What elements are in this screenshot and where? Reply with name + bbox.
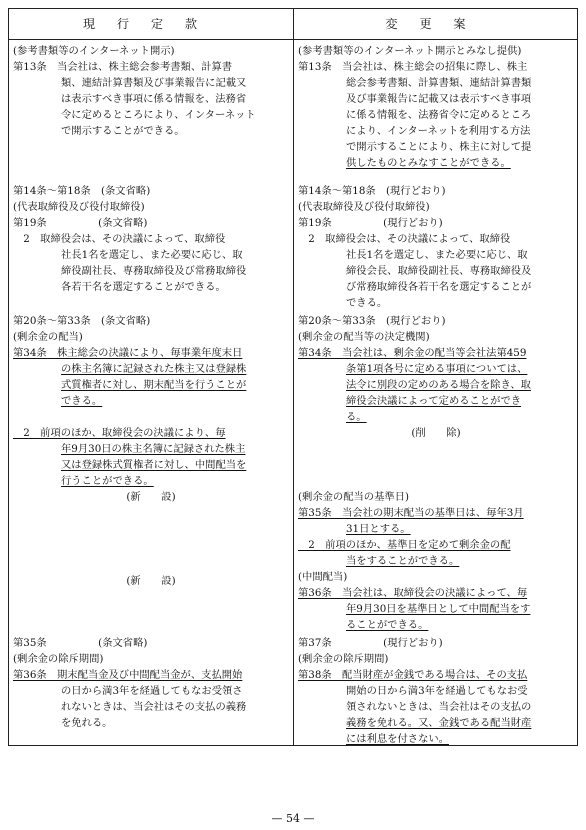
left-text-line	[13, 107, 289, 124]
left-text: の株主名簿に記録された株主又は登録株	[61, 363, 247, 375]
right-text-line	[298, 91, 574, 108]
right-text: 領されないときは、当会社はその支払の	[346, 701, 532, 713]
comparison-table	[8, 8, 578, 746]
left-text-line	[13, 215, 289, 232]
right-text: る。	[346, 411, 367, 423]
left-text-line	[13, 651, 289, 668]
right-text-line	[298, 59, 574, 76]
right-text: により、インターネットを利用する方法	[346, 125, 531, 137]
left-text: 2 取締役会は、その決議によって、取締役	[13, 233, 226, 245]
right-text-line	[298, 635, 574, 652]
right-text: 供したものとみなすことができる。	[346, 157, 511, 169]
left-text: で開示することができる。	[61, 125, 185, 137]
right-text-line	[298, 329, 574, 346]
left-text-line	[13, 667, 289, 684]
right-text-line	[298, 569, 574, 586]
right-text-line	[298, 43, 574, 60]
left-text-line	[13, 573, 289, 590]
right-text: 第35条 当会社の期末配当の基準日は、毎年3月	[298, 507, 524, 519]
right-text: 第13条 当会社は、株主総会の招集に際し、株主	[298, 61, 528, 73]
right-text-line	[298, 295, 574, 312]
right-text-line	[298, 699, 574, 716]
left-text-line	[13, 715, 289, 732]
right-text: できる。	[346, 297, 388, 309]
right-text: 第14条〜第18条 (現行どおり)	[298, 185, 446, 197]
left-text: を免れる。	[61, 717, 113, 729]
header-current-articles: 現行定款	[82, 17, 219, 31]
left-text: 第14条〜第18条 (条文省略)	[13, 185, 151, 197]
left-text-line	[13, 279, 289, 296]
right-text-line	[298, 263, 574, 280]
right-text: 2 取締役会は、その決議によって、取締役	[298, 233, 511, 245]
right-text-line	[298, 505, 574, 522]
left-text-line	[13, 361, 289, 378]
right-text-line	[298, 585, 574, 602]
right-text: 第19条 (現行どおり)	[298, 217, 443, 229]
right-text: (中間配当)	[298, 571, 348, 583]
right-text: (剰余金の配当の基準日)	[298, 491, 410, 503]
left-text-line	[13, 123, 289, 140]
right-text: 開始の日から満3年を経過してもなお受	[346, 685, 528, 697]
right-text: 年9月30日を基準日として中間配当をす	[346, 603, 531, 615]
right-text-line	[298, 393, 574, 410]
right-text-line	[298, 667, 574, 684]
left-text: (剰余金の除斥期間)	[13, 653, 104, 665]
left-text-line	[13, 329, 289, 346]
left-text: 各若干名を選定することができる。	[61, 281, 226, 293]
left-text-line	[13, 425, 289, 442]
right-text: 社長1名を選定し、また必要に応じ、取	[346, 249, 528, 261]
left-text-line	[13, 457, 289, 474]
right-text: 及び事業報告に記載又は表示すべき事項	[346, 93, 532, 105]
left-text: の日から満3年を経過してもなお受領さ	[61, 685, 243, 697]
right-text-line	[298, 75, 574, 92]
right-text-line	[298, 139, 574, 156]
right-text: び常務取締役各若干名を選定することが	[346, 281, 532, 293]
left-text: 年9月30日の株主名簿に記録された株主	[61, 443, 246, 455]
left-text-line	[13, 699, 289, 716]
right-text-line	[298, 683, 574, 700]
right-text-line	[298, 553, 574, 570]
right-text-line	[298, 715, 574, 732]
right-text-line	[298, 279, 574, 296]
right-text: 第38条 配当財産が金銭である場合は、その支払	[298, 669, 528, 681]
right-text: (剰余金の除斥期間)	[298, 653, 389, 665]
right-text-line	[298, 377, 574, 394]
right-text-line	[298, 231, 574, 248]
right-text: 法令に別段の定めのある場合を除き、取	[346, 379, 531, 391]
left-text: 第20条〜第33条 (条文省略)	[13, 315, 151, 327]
left-text-line	[13, 683, 289, 700]
right-text-line	[298, 601, 574, 618]
right-text-line	[298, 361, 574, 378]
left-text-line	[13, 489, 289, 506]
left-text-line	[13, 59, 289, 76]
right-text: に係る情報を、法務省令に定めるところ	[346, 109, 532, 121]
right-text: には利息を付さない。	[346, 733, 449, 745]
right-text: (参考書類等のインターネット開示とみなし提供)	[298, 45, 522, 57]
right-text-line	[298, 521, 574, 538]
right-text-line	[298, 537, 574, 554]
left-text-line	[13, 231, 289, 248]
left-text: 第13条 当会社は、株主総会参考書類、計算書	[13, 61, 233, 73]
right-text: (剰余金の配当等の決定機関)	[298, 331, 430, 343]
left-text: 行うことができる。	[61, 475, 154, 487]
column-divider	[293, 9, 294, 745]
left-text: 締役副社長、専務取締役及び常務取締役	[61, 265, 247, 277]
right-text: 31日とする。	[346, 523, 411, 535]
right-text-line	[298, 215, 574, 232]
left-text: 社長1名を選定し、また必要に応じ、取	[61, 249, 243, 261]
right-text-line	[298, 247, 574, 264]
right-text: 第37条 (現行どおり)	[298, 637, 443, 649]
left-text-line	[13, 75, 289, 92]
left-text-line	[13, 43, 289, 60]
left-text-line	[13, 377, 289, 394]
right-text: 締役会決議によって定めることができ	[346, 395, 522, 407]
left-text: 式質権者に対し、期末配当を行うことが	[61, 379, 247, 391]
right-text-line	[298, 199, 574, 216]
right-text: で開示することにより、株主に対して提	[346, 141, 532, 153]
right-text-line	[298, 617, 574, 634]
right-text: 義務を免れる。又、金銭である配当財産	[346, 717, 532, 729]
right-text: 総会参考書類、計算書類、連結計算書類	[346, 77, 532, 89]
left-text-line	[13, 635, 289, 652]
right-text: 締役会長、取締役副社長、専務取締役及	[346, 265, 532, 277]
header-proposed-changes: 変更案	[385, 17, 488, 31]
left-text: (参考書類等のインターネット開示)	[13, 45, 175, 57]
left-text-line	[13, 313, 289, 330]
left-text-line	[13, 263, 289, 280]
right-text-line	[298, 651, 574, 668]
left-text-line	[13, 393, 289, 410]
left-text: 又は登録株式質権者に対し、中間配当を	[61, 459, 247, 471]
left-text: (代表取締役及び役付取締役)	[13, 201, 145, 213]
right-text-line	[298, 409, 574, 426]
left-text-line	[13, 199, 289, 216]
left-text: 第35条 (条文省略)	[13, 637, 148, 649]
right-text: (代表取締役及び役付取締役)	[298, 201, 430, 213]
right-text: 条第1項各号に定める事項については、	[346, 363, 528, 375]
left-text: れないときは、当会社はその支払の義務	[61, 701, 247, 713]
right-text-line	[298, 425, 574, 442]
right-text-line	[298, 155, 574, 172]
right-text: 2 前項のほか、基準日を定めて剰余金の配	[298, 539, 511, 551]
left-text: (剰余金の配当)	[13, 331, 83, 343]
left-text: できる。	[61, 395, 103, 407]
left-text: 類、連結計算書類及び事業報告に記載又	[61, 77, 247, 89]
right-text-line	[298, 183, 574, 200]
left-text-line	[13, 183, 289, 200]
left-text: 第19条 (条文省略)	[13, 217, 148, 229]
page-number: — 54 —	[271, 812, 315, 825]
right-text: 第36条 当会社は、取締役会の決議によって、毎	[298, 587, 528, 599]
left-text: (新 設)	[126, 575, 176, 587]
right-text: 第34条 当会社は、剰余金の配当等会社法第459	[298, 347, 527, 359]
left-text: (新 設)	[126, 491, 176, 503]
left-text-line	[13, 473, 289, 490]
right-text-line	[298, 345, 574, 362]
right-text-line	[298, 489, 574, 506]
right-text-line	[298, 107, 574, 124]
right-text-line	[298, 313, 574, 330]
left-text: 第36条 期末配当金及び中間配当金が、支払開始	[13, 669, 243, 681]
left-text-line	[13, 247, 289, 264]
right-text: 第20条〜第33条 (現行どおり)	[298, 315, 446, 327]
left-text: 第34条 株主総会の決議により、毎事業年度末日	[13, 347, 243, 359]
right-text: ることができる。	[346, 619, 429, 631]
left-text-line	[13, 91, 289, 108]
right-text-line	[298, 731, 574, 748]
right-text-line	[298, 123, 574, 140]
left-text: 2 前項のほか、取締役会の決議により、毎	[13, 427, 226, 439]
left-text-line	[13, 345, 289, 362]
left-text: 令に定めるところにより、インターネット	[61, 109, 256, 121]
left-text-line	[13, 441, 289, 458]
left-text: は表示すべき事項に係る情報を、法務省	[61, 93, 247, 105]
right-text: 当をすることができる。	[346, 555, 460, 567]
right-text: (削 除)	[411, 427, 461, 439]
